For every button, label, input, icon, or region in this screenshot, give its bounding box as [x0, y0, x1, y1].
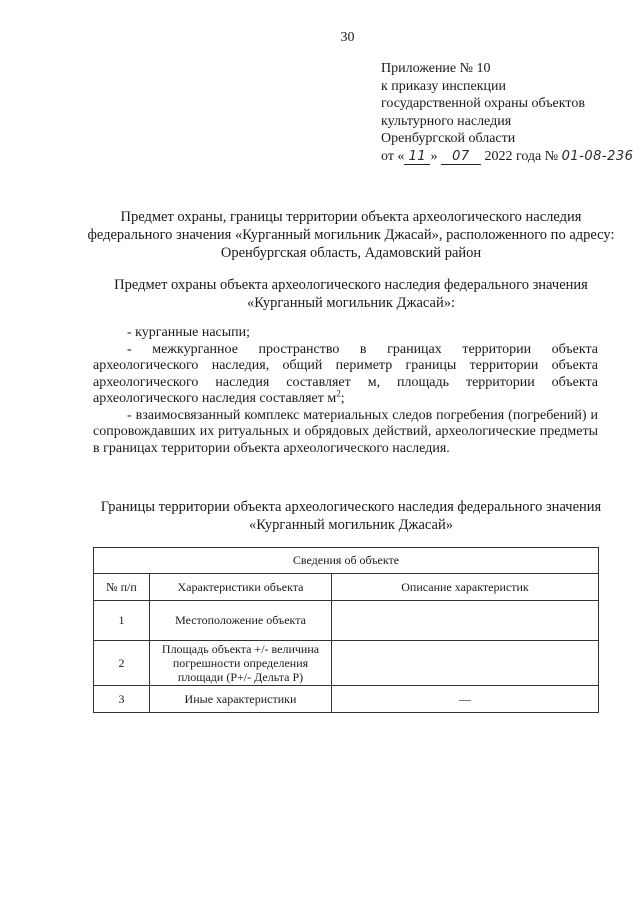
column-header-characteristic: Характеристики объекта [150, 574, 332, 601]
handwritten-order-number: 01-08-236 [561, 148, 634, 164]
annex-order-ref: к приказу инспекции [381, 78, 507, 94]
borders-heading: Границы территории объекта археологического наследия федерального значения «Курганный могильник Джасай» [100, 499, 602, 533]
date-year: 2022 года № [480, 148, 562, 164]
table-row [94, 686, 599, 713]
subject-heading: Предмет охраны объекта археологического наследия федерального значения «Курганный могильник Джасай»: [114, 277, 588, 311]
row-number: 3 [94, 686, 150, 713]
annex-authority-line-1: государственной охраны объектов [381, 96, 585, 111]
row-description: — [332, 686, 599, 713]
handwritten-day: 11 [404, 150, 430, 165]
row-characteristic: Местоположение объекта [150, 601, 332, 641]
row-characteristic: Иные характеристики [150, 686, 332, 713]
row-description [332, 641, 599, 686]
object-info-table [93, 547, 599, 713]
column-header-description: Описание характеристик [332, 574, 599, 601]
superscript: 2 [336, 388, 341, 399]
annex-date-line [381, 148, 639, 166]
annex-number: Приложение № 10 [381, 61, 491, 76]
row-number: 1 [94, 601, 150, 641]
date-prefix: от « [381, 148, 405, 164]
annex-authority-line-2: культурного наследия [381, 113, 512, 129]
annex-authority-line-3: Оренбургской области [381, 131, 516, 146]
row-number: 2 [94, 641, 150, 686]
list-item-text: - межкурганное пространство в границах территории объекта археологического наследия, общий периметр границы территории объекта археологического наследия составляет м, площадь территории объекта археологического наследия составляет м [93, 341, 598, 406]
list-item: - взаимосвязанный комплекс материальных следов погребения (погребений) и сопровождавших их ритуальных и обрядовых действий, археологические предметы в границах территории объекта археологического наследия. [93, 407, 598, 456]
column-header-number: № п/п [94, 574, 150, 601]
protection-subject-list [93, 325, 598, 457]
row-description [332, 601, 599, 641]
page-number: 30 [340, 30, 355, 45]
list-item: - курганные насыпи; [127, 325, 251, 340]
document-title: Предмет охраны, границы территории объекта археологического наследия федерального значения «Курганный могильник Джасай», расположенного по адресу: Оренбургская область, Адамовский район [87, 209, 615, 261]
date-mid: » [430, 148, 441, 164]
table-row [94, 641, 599, 686]
annex-block [381, 60, 639, 165]
list-item [93, 342, 598, 408]
row-characteristic: Площадь объекта +/- величина погрешности определения площади (Р+/- Дельта Р) [150, 641, 332, 686]
handwritten-month: 07 [441, 150, 481, 165]
table-row [94, 601, 599, 641]
table-caption: Сведения об объекте [94, 548, 599, 574]
list-item-end: ; [340, 391, 345, 406]
